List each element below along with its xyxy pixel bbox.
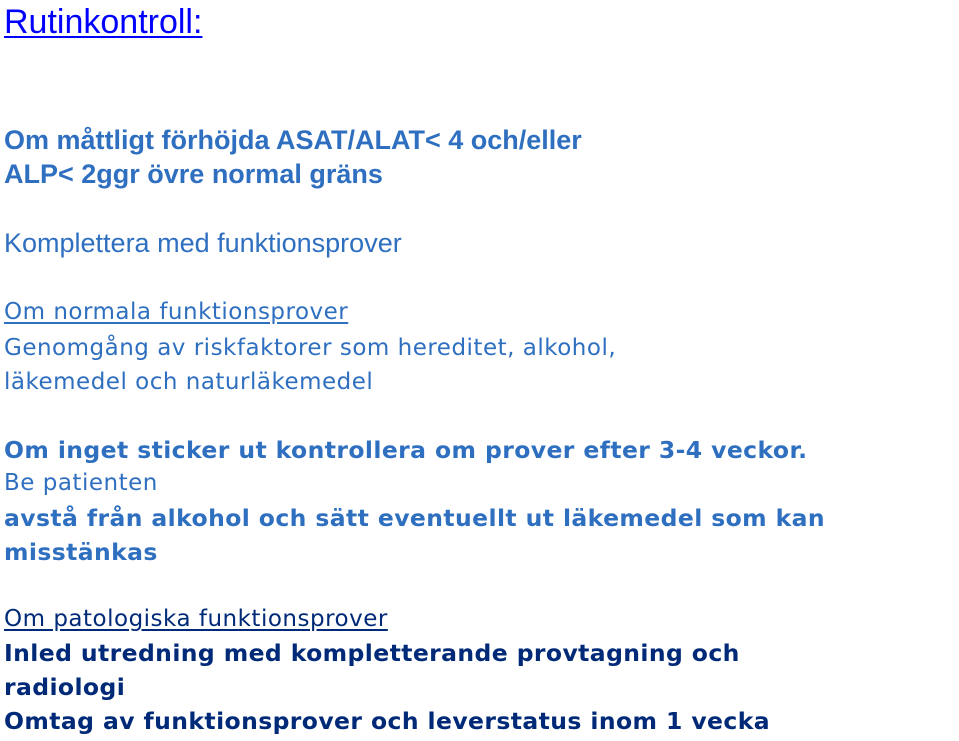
normal-results-line-1: Genomgång av riskfaktorer som hereditet, alkohol, xyxy=(4,335,617,361)
page-title: Rutinkontroll: xyxy=(4,3,203,41)
pathological-results-line-1: Inled utredning med kompletterande provtagning och xyxy=(4,639,740,667)
pathological-results-line-3: Omtag av funktionsprover och leverstatus inom 1 vecka xyxy=(4,707,771,735)
pathological-results-heading: Om patologiska funktionsprover xyxy=(4,606,388,632)
normal-results-line-2: läkemedel och naturläkemedel xyxy=(4,369,374,395)
condition-line-1: Om måttligt förhöjda ASAT/ALAT< 4 och/eller xyxy=(4,125,582,155)
condition-line-2: ALP< 2ggr övre normal gräns xyxy=(4,159,383,189)
pathological-results-line-2: radiologi xyxy=(4,673,126,701)
complement-line: Komplettera med funktionsprover xyxy=(4,228,402,258)
followup-line-3: avstå från alkohol och sätt eventuellt ut läkemedel som kan xyxy=(4,504,826,532)
normal-results-heading: Om normala funktionsprover xyxy=(4,299,349,325)
followup-line-4: misstänkas xyxy=(4,538,158,566)
followup-line-1: Om inget sticker ut kontrollera om prover efter 3-4 veckor. xyxy=(4,436,808,464)
followup-line-2: Be patienten xyxy=(4,470,158,496)
